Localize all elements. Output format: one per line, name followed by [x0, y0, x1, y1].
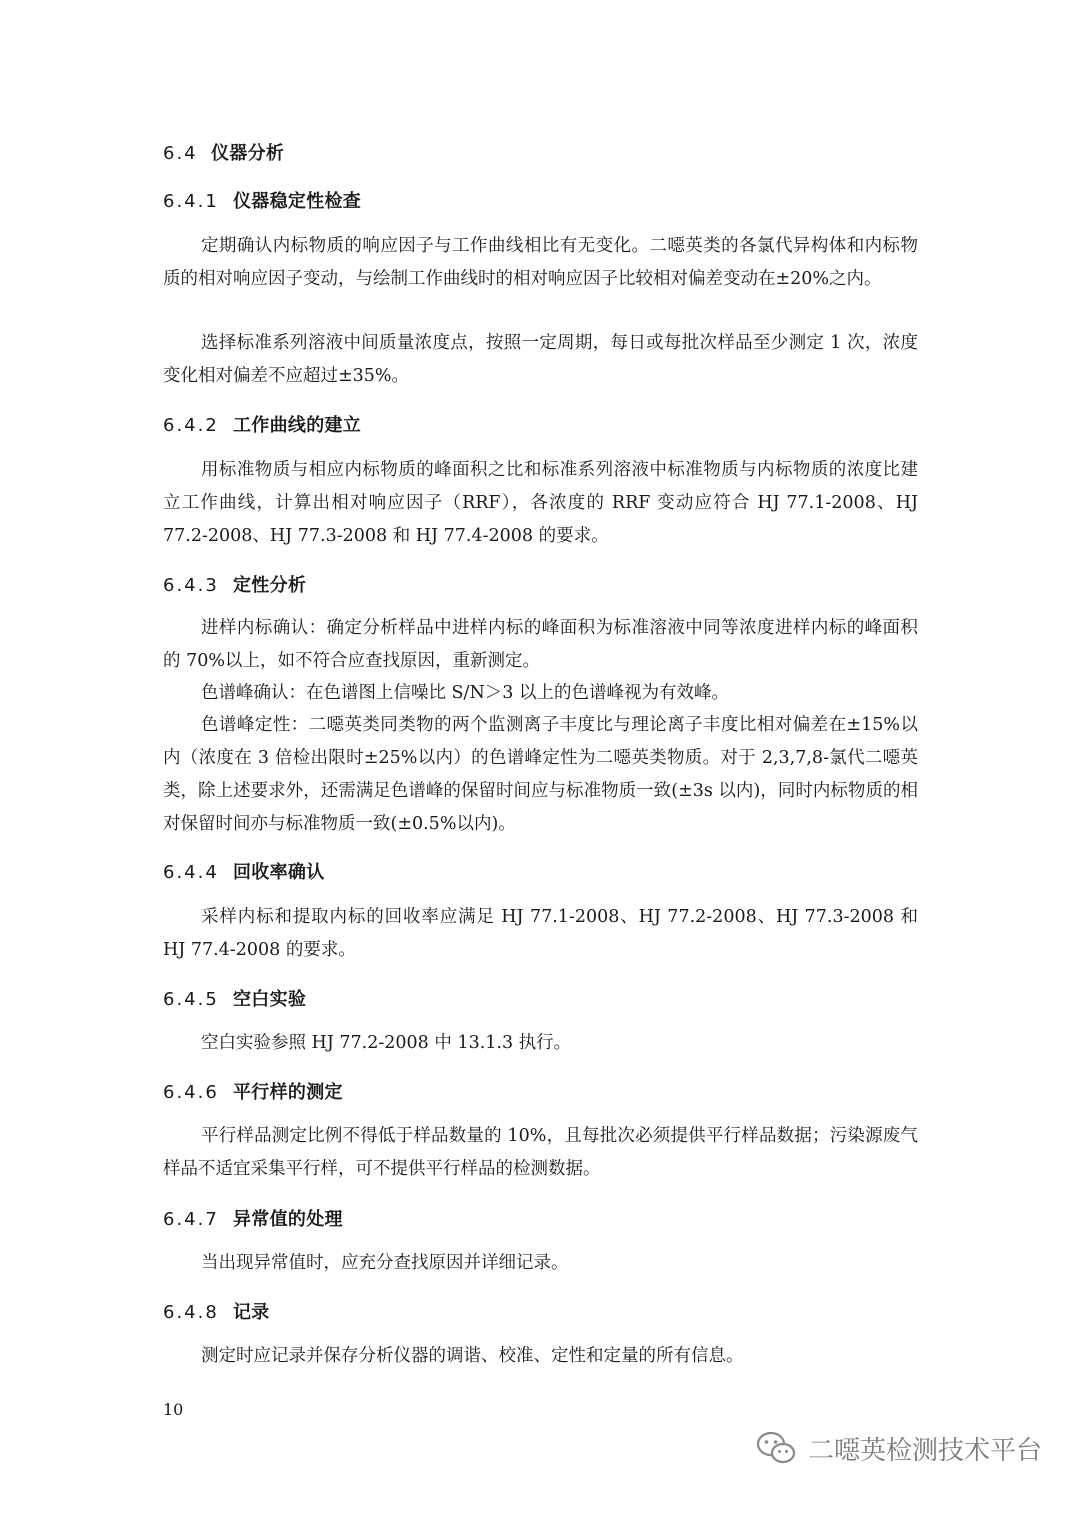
paragraph: 用标准物质与相应内标物质的峰面积之比和标准系列溶液中标准物质与内标物质的浓度比建立工作曲线，计算出相对响应因子（RRF），各浓度的 RRF 变动应符合 HJ 77.1-2008、HJ 77.2-2008、HJ 77.3-2008 和 HJ 77.4-2008 的要求。 [163, 460, 918, 546]
section-heading [163, 858, 325, 884]
paragraph: 定期确认内标物质的响应因子与工作曲线相比有无变化。二噁英类的各氯代异构体和内标物质的相对响应因子变动，与绘制工作曲线时的相对响应因子比较相对偏差变动在±20%之内。 [163, 236, 918, 289]
section-heading [163, 985, 306, 1011]
section-number: 6.4.5 [163, 989, 219, 1010]
section-heading [163, 187, 361, 213]
watermark-text: 二噁英检测技术平台 [808, 1435, 1043, 1466]
section-number: 6.4.2 [163, 415, 219, 436]
section-number: 6.4.3 [163, 575, 219, 596]
paragraph: 色谱峰确认：在色谱图上信噪比 S/N＞3 以上的色谱峰视为有效峰。 [201, 683, 729, 703]
section-number: 6.4.8 [163, 1302, 219, 1323]
section-number: 6.4 [163, 143, 198, 164]
section-title: 仪器稳定性检查 [233, 191, 362, 212]
section-heading [163, 1078, 343, 1104]
section-number: 6.4.6 [163, 1082, 219, 1103]
section-heading [163, 1298, 270, 1324]
section-heading [163, 411, 361, 437]
watermark [756, 1426, 1042, 1470]
wechat-icon [756, 1430, 796, 1466]
section-title: 回收率确认 [233, 862, 325, 883]
paragraph: 色谱峰定性：二噁英类同类物的两个监测离子丰度比与理论离子丰度比相对偏差在±15%以内（浓度在 3 倍检出限时±25%以内）的色谱峰定性为二噁英类物质。对于 2,3,7,8-氯代二噁英类，除上述要求外，还需满足色谱峰的保留时间应与标准物质一致(±3s 以内)，同时内标物质的相对保留时间亦与标准物质一致(±0.5%以内)。 [163, 715, 918, 834]
paragraph: 当出现异常值时，应充分查找原因并详细记录。 [201, 1253, 569, 1273]
section-title: 异常值的处理 [233, 1209, 343, 1230]
paragraph: 空白实验参照 HJ 77.2-2008 中 13.1.3 执行。 [201, 1033, 572, 1053]
section-heading [163, 139, 284, 165]
section-title: 空白实验 [233, 989, 307, 1010]
section-heading [163, 571, 306, 597]
section-title: 定性分析 [233, 575, 307, 596]
section-title: 平行样的测定 [233, 1082, 343, 1103]
section-title: 工作曲线的建立 [233, 415, 362, 436]
paragraph: 选择标准系列溶液中间质量浓度点，按照一定周期，每日或每批次样品至少测定 1 次，浓度变化相对偏差不应超过±35%。 [163, 333, 918, 386]
section-heading [163, 1205, 343, 1231]
section-number: 6.4.4 [163, 862, 219, 883]
page-number: 10 [163, 1400, 184, 1419]
paragraph: 测定时应记录并保存分析仪器的调谐、校准、定性和定量的所有信息。 [201, 1346, 744, 1366]
section-number: 6.4.1 [163, 191, 219, 212]
section-number: 6.4.7 [163, 1209, 219, 1230]
paragraph: 采样内标和提取内标的回收率应满足 HJ 77.1-2008、HJ 77.2-2008、HJ 77.3-2008 和 HJ 77.4-2008 的要求。 [163, 907, 918, 960]
section-title: 记录 [233, 1302, 270, 1323]
paragraph: 平行样品测定比例不得低于样品数量的 10%，且每批次必须提供平行样品数据；污染源废气样品不适宜采集平行样，可不提供平行样品的检测数据。 [163, 1126, 918, 1179]
paragraph: 进样内标确认：确定分析样品中进样内标的峰面积为标准溶液中同等浓度进样内标的峰面积的 70%以上，如不符合应查找原因，重新测定。 [163, 618, 918, 671]
section-title: 仪器分析 [211, 143, 285, 164]
